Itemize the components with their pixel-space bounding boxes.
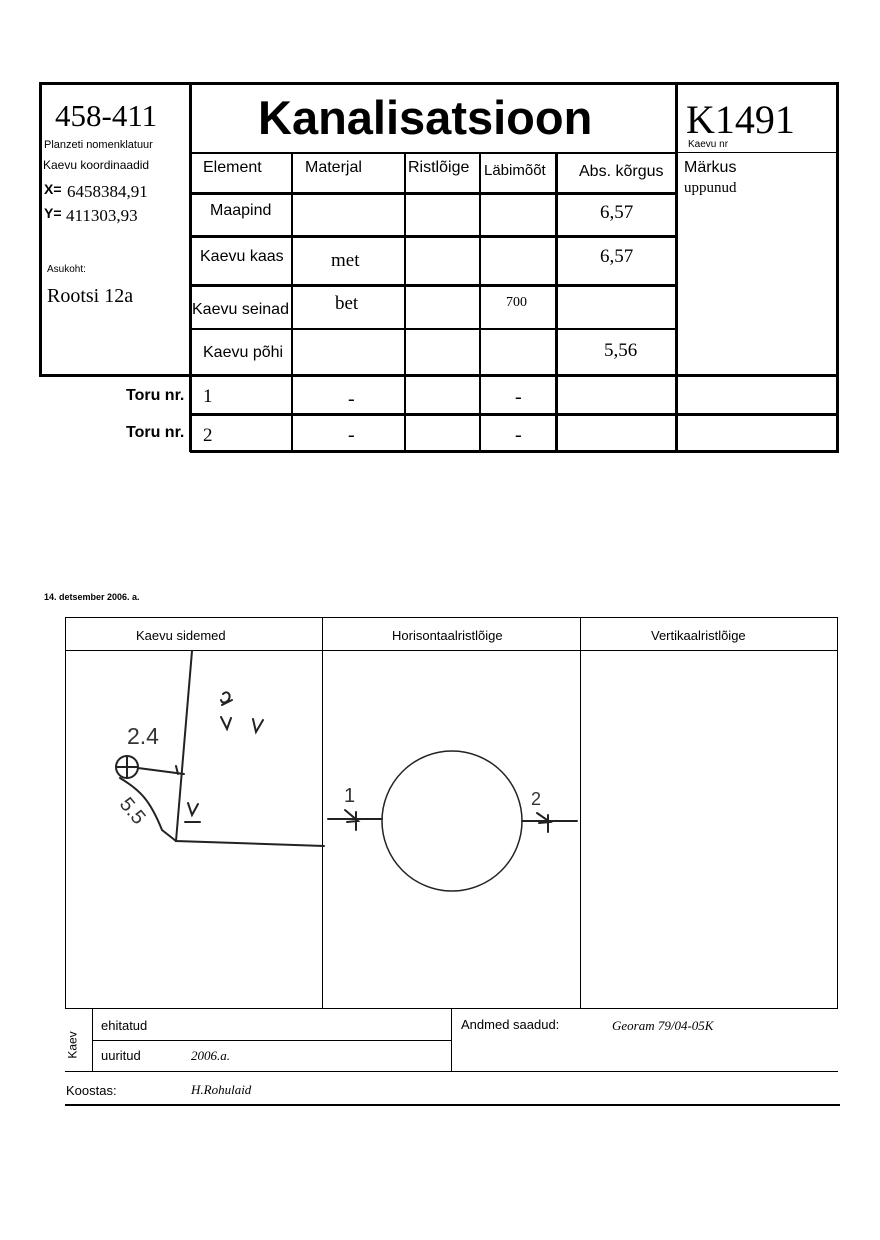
row-material: bet (335, 293, 359, 314)
row-element: Maapind (210, 202, 272, 219)
row-material: met (331, 250, 360, 271)
pipe-label: Toru nr. (126, 424, 185, 441)
pipe-diameter: - (515, 386, 522, 408)
hw-label-1: 1 (344, 785, 356, 807)
page-title: Kanalisatsioon (258, 91, 593, 144)
well-number-label: Kaevu nr (688, 139, 729, 150)
pipe-material: - (348, 388, 355, 410)
planzet-number: 458-411 (55, 98, 158, 133)
sketch-col-connections: Kaevu sidemed (136, 628, 226, 643)
document-date: 14. detsember 2006. a. (44, 592, 140, 602)
hw-label-2: 2 (531, 789, 542, 809)
row-element: Kaevu seinad (192, 301, 289, 318)
well-number: K1491 (686, 97, 795, 142)
footer-side-label: Kaev (65, 1031, 80, 1059)
hw-label-55: 5.5 (114, 793, 150, 829)
well-section-circle (382, 751, 522, 891)
surveyed-label: uuritud (101, 1048, 141, 1063)
data-source-value: Georam 79/04-05K (612, 1018, 714, 1033)
author-value: H.Rohulaid (191, 1082, 252, 1097)
built-label: ehitatud (101, 1018, 148, 1033)
header-material: Materjal (305, 159, 362, 176)
pipe-diameter: - (515, 424, 522, 446)
y-value: 411303,93 (66, 206, 138, 225)
surveyed-value: 2006.a. (191, 1048, 230, 1063)
y-label: Y= (44, 205, 62, 221)
header-cross: Ristlõige (408, 159, 470, 176)
row-diameter: 700 (506, 295, 527, 310)
header-element: Element (203, 159, 262, 176)
sketch-col-vertical: Vertikaalristlõige (651, 628, 746, 643)
location-value: Rootsi 12a (47, 285, 134, 307)
wall-line (176, 651, 324, 846)
author-label: Koostas: (66, 1083, 117, 1098)
pipe-material: - (348, 424, 355, 446)
pipe-label: Toru nr. (126, 387, 185, 404)
x-label: X= (44, 181, 62, 197)
pipe-number: 1 (203, 386, 213, 407)
row-element: Kaevu põhi (203, 344, 284, 361)
row-element: Kaevu kaas (200, 248, 284, 265)
planzet-label: Planzeti nomenklatuur (44, 139, 153, 151)
row-height: 6,57 (600, 246, 634, 267)
sketch-col-horizontal: Horisontaalristlõige (392, 628, 503, 643)
pipe-number: 2 (203, 425, 213, 446)
header-diameter: Läbimõõt (484, 162, 546, 179)
row-height: 5,56 (604, 340, 638, 361)
x-value: 6458384,91 (67, 182, 148, 201)
coords-label: Kaevu koordinaadid (43, 158, 150, 172)
remark-value: uppunud (684, 180, 737, 196)
header-height: Abs. kõrgus (579, 163, 664, 180)
hw-label-24: 2.4 (127, 723, 159, 749)
data-source-label: Andmed saadud: (461, 1017, 560, 1032)
location-label: Asukoht: (47, 264, 86, 275)
row-height: 6,57 (600, 202, 634, 223)
header-remark: Märkus (684, 159, 737, 176)
